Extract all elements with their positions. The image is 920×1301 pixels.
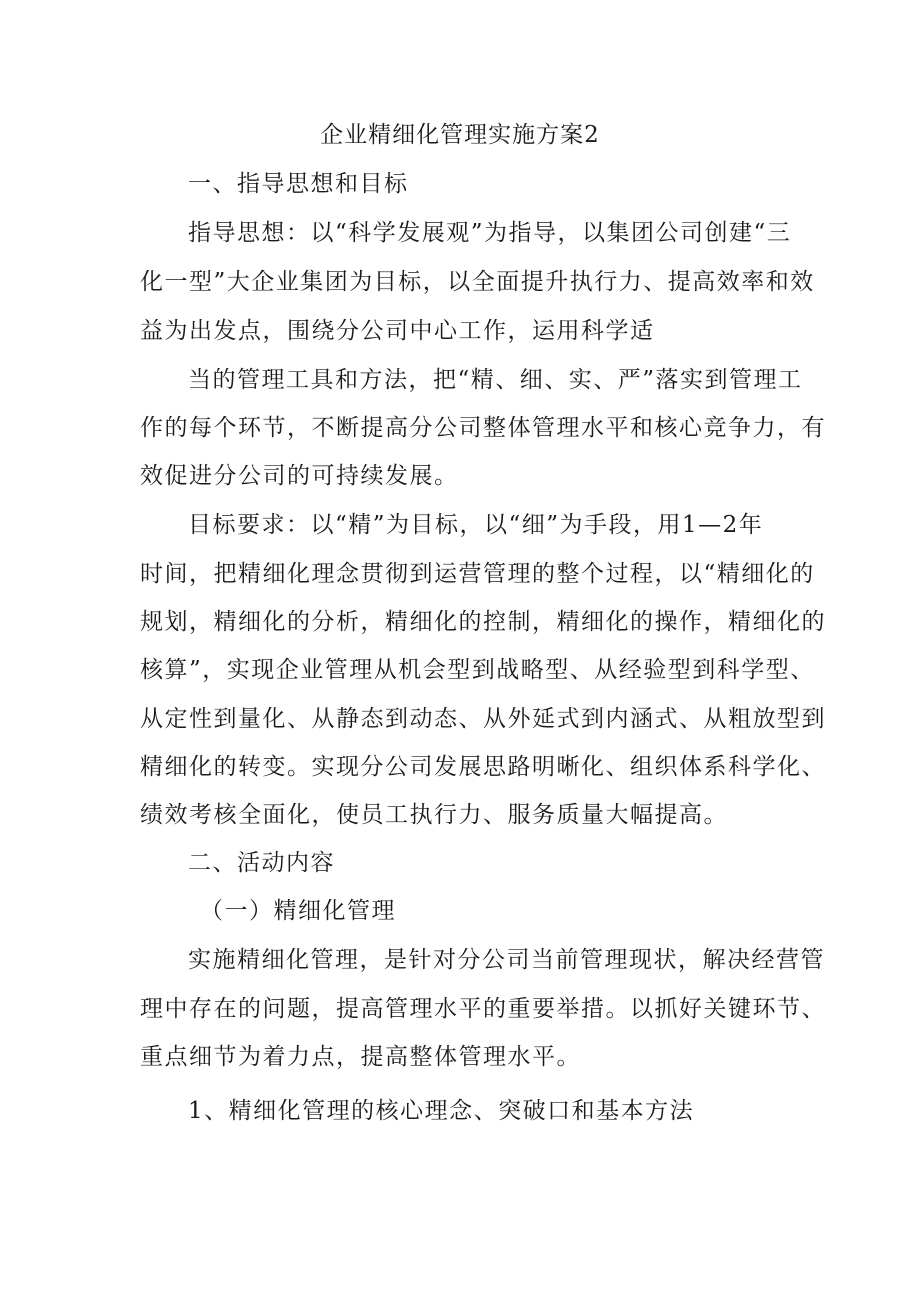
- paragraph-line: 从定性到量化、从静态到动态、从外延式到内涵式、从粗放型到: [140, 706, 826, 732]
- section-heading-1: 一、指导思想和目标: [188, 171, 409, 197]
- numbered-heading: 1、精细化管理的核心理念、突破口和基本方法: [188, 1098, 695, 1124]
- paragraph-line: 实施精细化管理，是针对分公司当前管理现状，解决经营管: [188, 947, 825, 973]
- paragraph-line: 指导思想：以“科学发展观”为指导，以集团公司创建“三: [188, 220, 792, 246]
- paragraph-line: 化一型”大企业集团为目标，以全面提升执行力、提高效率和效: [140, 269, 815, 295]
- paragraph-line: 规划，精细化的分析，精细化的控制，精细化的操作，精细化的: [140, 609, 826, 635]
- section-heading-2: 二、活动内容: [188, 850, 335, 876]
- paragraph-line: 作的每个环节，不断提高分公司整体管理水平和核心竞争力，有: [140, 415, 826, 441]
- paragraph-line: 益为出发点，围绕分公司中心工作，运用科学适: [140, 318, 655, 344]
- paragraph-line: 精细化的转变。实现分公司发展思路明晰化、组织体系科学化、: [140, 754, 826, 780]
- paragraph-line: 理中存在的问题，提高管理水平的重要举措。以抓好关键环节、: [140, 996, 826, 1022]
- paragraph-line: 目标要求：以“精”为目标，以“细”为手段，用1—2年: [188, 512, 764, 538]
- paragraph-line: 重点细节为着力点，提高整体管理水平。: [140, 1044, 581, 1070]
- subsection-heading: （一）精细化管理: [200, 898, 396, 924]
- paragraph-line: 绩效考核全面化，使员工执行力、服务质量大幅提高。: [140, 802, 728, 828]
- paragraph-line: 时间，把精细化理念贯彻到运营管理的整个过程，以“精细化的: [140, 561, 815, 587]
- paragraph-line: 核算”，实现企业管理从机会型到战略型、从经验型到科学型、: [140, 657, 815, 683]
- paragraph-line: 效促进分公司的可持续发展。: [140, 463, 459, 489]
- document-title: 企业精细化管理实施方案2: [320, 122, 600, 148]
- paragraph-line: 当的管理工具和方法，把“精、细、实、严”落实到管理工: [188, 367, 803, 393]
